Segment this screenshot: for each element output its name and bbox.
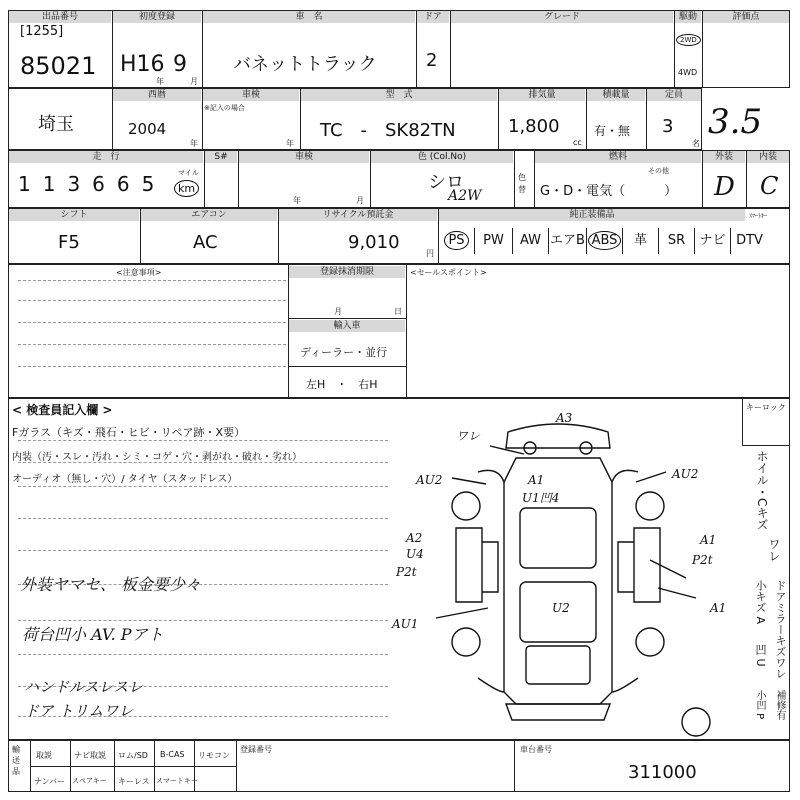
windshield: [526, 646, 590, 684]
legend-crack: ワレ: [767, 538, 781, 562]
region: 埼玉: [38, 114, 74, 135]
interior-label: 内装: [747, 151, 789, 163]
mileage: 113665: [18, 172, 167, 196]
option-dtv: DTV: [730, 228, 768, 254]
pay-label: 積載量: [587, 89, 645, 101]
option-aw: AW: [512, 228, 548, 254]
options-label: 純正装備品: [439, 209, 745, 221]
mark-p2t-right: P2t: [692, 553, 713, 567]
mark-a1-front: A1: [710, 601, 727, 615]
caution-label: <注意事項>: [116, 268, 162, 277]
mark-crack: ワレ: [456, 429, 481, 443]
displacement-label: 排気量: [499, 89, 585, 101]
capacity-label: 定員: [647, 89, 701, 101]
rear-bumper-outline: [506, 424, 610, 448]
displacement: 1,800: [508, 116, 560, 137]
car-name-label: 車 名: [203, 11, 415, 23]
import-label: 輸入車: [289, 320, 405, 332]
wheel-rear-right: [636, 492, 664, 520]
right-door: [618, 542, 634, 592]
left-door: [482, 542, 498, 592]
pay-value: 有・無: [594, 124, 631, 138]
callout-5: [658, 588, 696, 598]
door-label: ドア: [417, 11, 449, 23]
option-abs: ABS: [586, 228, 622, 254]
mark-u4: U4: [406, 547, 424, 561]
recycle-label: リサイクル預託金: [279, 209, 437, 221]
keylock-label: キーロック: [746, 403, 786, 412]
score: 3.5: [708, 102, 763, 142]
truck-damage-diagram: [386, 402, 742, 738]
callout-1: [490, 446, 524, 454]
reg-number-label: 登録番号: [240, 745, 272, 754]
ac-label: エアコン: [141, 209, 277, 221]
inspection-label: 車検: [203, 89, 299, 101]
callout-4: [650, 560, 686, 578]
sales-label: <セールスポイント>: [410, 268, 487, 277]
hand-note-4: ドア トリムワレ: [24, 702, 134, 720]
fuel: G・D・電気（ ）: [540, 184, 678, 199]
shift: F5: [58, 232, 80, 253]
right-side-panel: [634, 528, 660, 602]
ac: AC: [193, 232, 218, 253]
mileage-label: 走 行: [9, 151, 203, 163]
inspector-title: < 検査員記入欄 >: [12, 403, 113, 417]
front-bumper: [506, 704, 610, 720]
callout-3: [636, 472, 666, 482]
fender-front-right: [612, 678, 638, 692]
hand-note-3: ハンドルスレスレ: [24, 678, 144, 696]
legend-repaired: 補修有: [774, 690, 785, 720]
recall-label: 車検: [239, 151, 369, 163]
wheel-front-right: [636, 628, 664, 656]
mark-au2-left: AU2: [416, 473, 443, 487]
mark-u1: U1凹4: [522, 491, 560, 505]
era-year: H16: [120, 52, 165, 77]
lot-label: 出品番号: [9, 11, 111, 23]
option-airbag: エアB: [548, 228, 586, 254]
transport-label: 輸送品: [12, 745, 20, 776]
mark-au2-right: AU2: [672, 467, 699, 481]
lot-bracket: [1255]: [20, 24, 64, 39]
fender-front-left: [478, 678, 504, 692]
drive-4wd: 4WD: [678, 68, 698, 77]
interior-line: 内装（汚・スレ・汚れ・シミ・コゲ・穴・剥がれ・破れ・劣れ）: [12, 452, 302, 463]
hand-note-2: 荷台凹小 AV. Pアト: [22, 625, 164, 644]
hand-note-1: 外装ヤマセ、 板金要少々: [20, 575, 201, 594]
chassis-number: 311000: [628, 762, 697, 783]
option-pw: PW: [474, 228, 512, 254]
year: 2004: [128, 120, 167, 138]
chassis-label: 車台番号: [520, 745, 552, 754]
doors: 2: [426, 50, 438, 71]
mark-a3: A3: [556, 411, 573, 425]
record-label: 登録抹消期限: [289, 266, 405, 278]
car-name: バネットトラック: [233, 54, 377, 75]
grade-label: グレード: [451, 11, 673, 23]
callout-6: [436, 608, 488, 618]
fender-rear-right: [612, 470, 638, 482]
option-leather: 革: [622, 228, 658, 254]
mark-a1-right: A1: [700, 533, 717, 547]
glass-line: Fガラス（キズ・飛石・ヒビ・リペア跡・X要）: [12, 426, 246, 439]
first-reg-label: 初度登録: [113, 11, 201, 23]
lot-number: 85021: [20, 52, 97, 80]
cab-roof: [520, 508, 596, 568]
year-label: 西暦: [113, 89, 201, 101]
dealer: ディーラー・並行: [300, 346, 388, 359]
legend-mirror: ドアミラーキズワレ: [774, 580, 787, 679]
wheel-rear-left: [452, 492, 480, 520]
exterior-grade: D: [714, 172, 735, 202]
mark-a1-top: A1: [528, 473, 545, 487]
steering: 左H ・ 右H: [306, 378, 378, 391]
color-code: A2W: [448, 188, 482, 204]
drive-label: 駆動: [675, 11, 701, 23]
mark-a2: A2: [406, 531, 423, 545]
legend-wheel: ホイル・Cキズ: [755, 450, 769, 531]
exterior-label: 外装: [703, 151, 745, 163]
drive-2wd: 2WD: [676, 34, 701, 46]
option-sunroof: SR: [658, 228, 694, 254]
spare-tire: [682, 708, 710, 736]
audio-line: オーディオ（無し・穴）/ タイヤ（スタッドレス）: [12, 474, 238, 485]
capacity: 3: [662, 116, 674, 137]
wheel-front-left: [452, 628, 480, 656]
color: シロ: [428, 172, 464, 193]
color-label: 色 (Col.No): [371, 151, 513, 163]
fender-rear-left: [478, 470, 504, 482]
legend-scratch: 小キズ A: [754, 580, 767, 625]
legend-dent: 凹 U: [754, 644, 767, 667]
mark-u2: U2: [552, 601, 570, 615]
callout-2: [452, 478, 486, 484]
auction-sheet: 出品番号 [1255] 85021 初度登録 H16 年 9 月 車 名 バネットトラック ドア 2 グレード 駆動 2WD 4WD 評価点 3.5 埼玉 西暦 2004 年 車検 ※記入の場合 年 型 式 TC - SK82TN 排気量 1,800 cc 積載量 有・無 定員 3 名 走 行 113665 マイル km S# 車検 年 月 色 (Col.No) シロ A2W 色替 燃料 その他 G・D・電気（ ） 外装 D 内装 C シフト F5 エアコン AC リサイクル預託金 9,010 円 純正装備品 ｽﾏｰﾄｷｰ PS PW AW エアB ABS 革 SR ナビ DTV <注意事項> 登録抹消期限 月 日 輸入車 ディーラー・並行 左H ・ 右H <セールスポイント> < 検査員記入欄 > Fガラス（キズ・飛石・ヒビ・リペア跡・X要） 内装（汚・スレ・汚れ・シミ・コゲ・穴・剥がれ・破れ・劣れ） オーディオ（無し・穴）/ タイヤ（スタッドレス） 外装ヤマセ、 板金要少々 荷台凹小 AV. Pアト ハンドルスレスレ ドア トリムワレ キーロック ホイル・Cキズ ワレ 小キズ A 凹 U ドアミラーキズワレ 小凹 P 補修有 ワレ A3 AU2 AU2 A1 U1凹4 A2 U4 P2t A1 P2t A1 AU1 U2 輸送品 取説 ナビ取説 ロム/SD B-CAS リモコン ナンバー スペアキー キーレス スマートキー 登録番号 車台番号 311000: [8, 10, 790, 792]
interior-grade: C: [760, 172, 779, 200]
option-navi: ナビ: [694, 228, 730, 254]
model-label: 型 式: [301, 89, 497, 101]
score-label: 評価点: [703, 11, 789, 23]
legend-small-dent: 小凹 P: [754, 690, 765, 720]
left-side-panel: [456, 528, 482, 602]
model: TC - SK82TN: [320, 120, 456, 141]
mileage-unit: km: [174, 180, 199, 197]
shift-label: シフト: [9, 209, 139, 221]
recycle-fee: 9,010: [348, 232, 400, 253]
mark-au1: AU1: [392, 617, 419, 631]
reg-month: 9: [173, 52, 187, 77]
mark-p2t-left: P2t: [396, 565, 417, 579]
fuel-label: 燃料: [535, 151, 701, 163]
option-ps: PS: [438, 228, 474, 254]
